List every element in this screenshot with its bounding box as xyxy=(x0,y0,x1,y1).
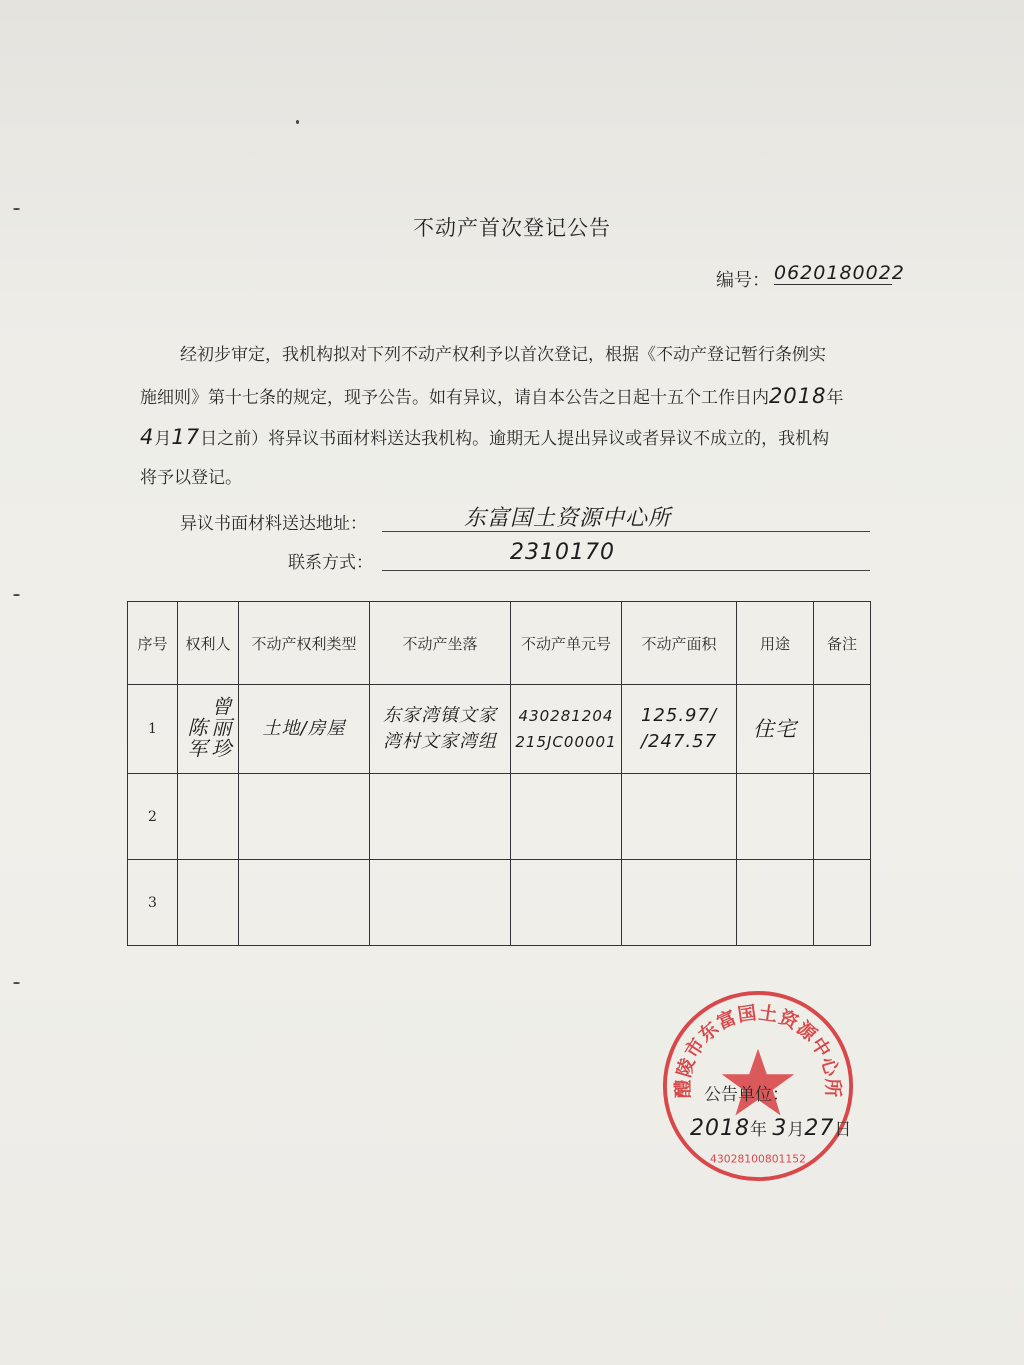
deadline-month: 4 xyxy=(140,425,155,449)
deadline-day: 17 xyxy=(171,425,201,449)
cell-serial: 2 xyxy=(128,774,178,860)
document-number-value: 0620180022 xyxy=(774,262,905,284)
location-line-1: 东家湾镇文家 xyxy=(383,705,497,726)
table-header-row xyxy=(128,602,871,685)
deadline-year: 2018 xyxy=(769,384,827,408)
cell-remark xyxy=(814,860,871,946)
unit-no-line-2: 215JC00001 xyxy=(515,733,617,751)
issue-date-day: 27 xyxy=(804,1116,835,1141)
cell-right-type xyxy=(239,685,370,774)
cell-usage xyxy=(737,774,814,860)
cell-holder xyxy=(178,860,239,946)
cell-location xyxy=(370,860,511,946)
cell-serial: 3 xyxy=(128,860,178,946)
cell-area xyxy=(622,685,737,774)
issue-date-day-suffix: 日 xyxy=(834,1120,852,1140)
header-unit-no: 不动产单元号 xyxy=(511,602,622,685)
deadline-year-suffix: 年 xyxy=(826,388,844,408)
address-field xyxy=(382,505,870,532)
cell-holder xyxy=(178,774,239,860)
header-remark: 备注 xyxy=(814,602,871,685)
cell-holder xyxy=(178,685,239,774)
paper-speck xyxy=(13,594,20,596)
cell-remark xyxy=(814,685,871,774)
notice-line-3-text: 日之前）将异议书面材料送达我机构。逾期无人提出异议或者异议不成立的，我机构 xyxy=(200,429,830,449)
contact-field xyxy=(382,540,870,571)
header-holder: 权利人 xyxy=(178,602,239,685)
cell-location xyxy=(370,774,511,860)
issue-date-month-suffix: 月 xyxy=(787,1120,805,1140)
unit-no-line-1: 430281204 xyxy=(518,707,614,725)
cell-usage xyxy=(737,685,814,774)
cell-usage xyxy=(737,860,814,946)
document-title: 不动产首次登记公告 xyxy=(413,216,611,240)
cell-unit-no xyxy=(511,685,622,774)
cell-area xyxy=(622,860,737,946)
location-line-2: 湾村文家湾组 xyxy=(383,731,497,752)
contact-label: 联系方式： xyxy=(288,553,373,573)
holder-2: 曾丽珍 xyxy=(208,695,232,759)
cell-location xyxy=(370,685,511,774)
document-number-label: 编号： xyxy=(716,270,770,291)
issue-date-year: 2018 xyxy=(690,1116,750,1141)
header-usage: 用途 xyxy=(737,602,814,685)
paper-speck xyxy=(13,982,20,984)
table-row xyxy=(128,685,871,774)
usage-value: 住宅 xyxy=(753,717,797,741)
holder-1: 陈军 xyxy=(184,716,208,759)
cell-right-type xyxy=(239,860,370,946)
notice-line-2 xyxy=(140,386,875,408)
issuer-label: 公告单位： xyxy=(704,1085,789,1105)
cell-area xyxy=(622,774,737,860)
document-number xyxy=(716,262,905,292)
cell-remark xyxy=(814,774,871,860)
cell-serial: 1 xyxy=(128,685,178,774)
paper-speck xyxy=(296,120,299,124)
registration-table xyxy=(127,601,871,946)
issue-date-month: 3 xyxy=(772,1116,788,1141)
notice-line-3 xyxy=(140,427,875,449)
notice-line-2-text: 施细则》第十七条的规定，现予公告。如有异议，请自本公告之日起十五个工作日内 xyxy=(140,388,769,408)
address-value: 东富国土资源中心所 xyxy=(464,506,672,531)
table-row xyxy=(128,860,871,946)
cell-unit-no xyxy=(511,774,622,860)
address-label: 异议书面材料送达地址： xyxy=(180,514,367,534)
notice-line-1: 经初步审定，我机构拟对下列不动产权利予以首次登记，根据《不动产登记暂行条例实 xyxy=(180,345,826,365)
notice-line-4: 将予以登记。 xyxy=(140,468,242,488)
issue-date xyxy=(690,1115,851,1141)
header-serial: 序号 xyxy=(128,602,178,685)
header-area: 不动产面积 xyxy=(622,602,737,685)
header-location: 不动产坐落 xyxy=(370,602,511,685)
area-line-2: /247.57 xyxy=(640,731,718,752)
seal-code: 43028100801152 xyxy=(710,1152,806,1166)
issue-date-year-suffix: 年 xyxy=(750,1120,767,1140)
right-type-value: 土地/房屋 xyxy=(262,718,346,739)
contact-value: 2310170 xyxy=(510,540,615,565)
seal-text: 醴陵市东富国土资源中心所 xyxy=(673,1002,843,1099)
paper-speck xyxy=(13,208,20,210)
table-row xyxy=(128,774,871,860)
cell-right-type xyxy=(239,774,370,860)
header-right-type: 不动产权利类型 xyxy=(239,602,370,685)
cell-unit-no xyxy=(511,860,622,946)
deadline-month-suffix: 月 xyxy=(154,429,172,449)
area-line-1: 125.97/ xyxy=(640,705,718,726)
